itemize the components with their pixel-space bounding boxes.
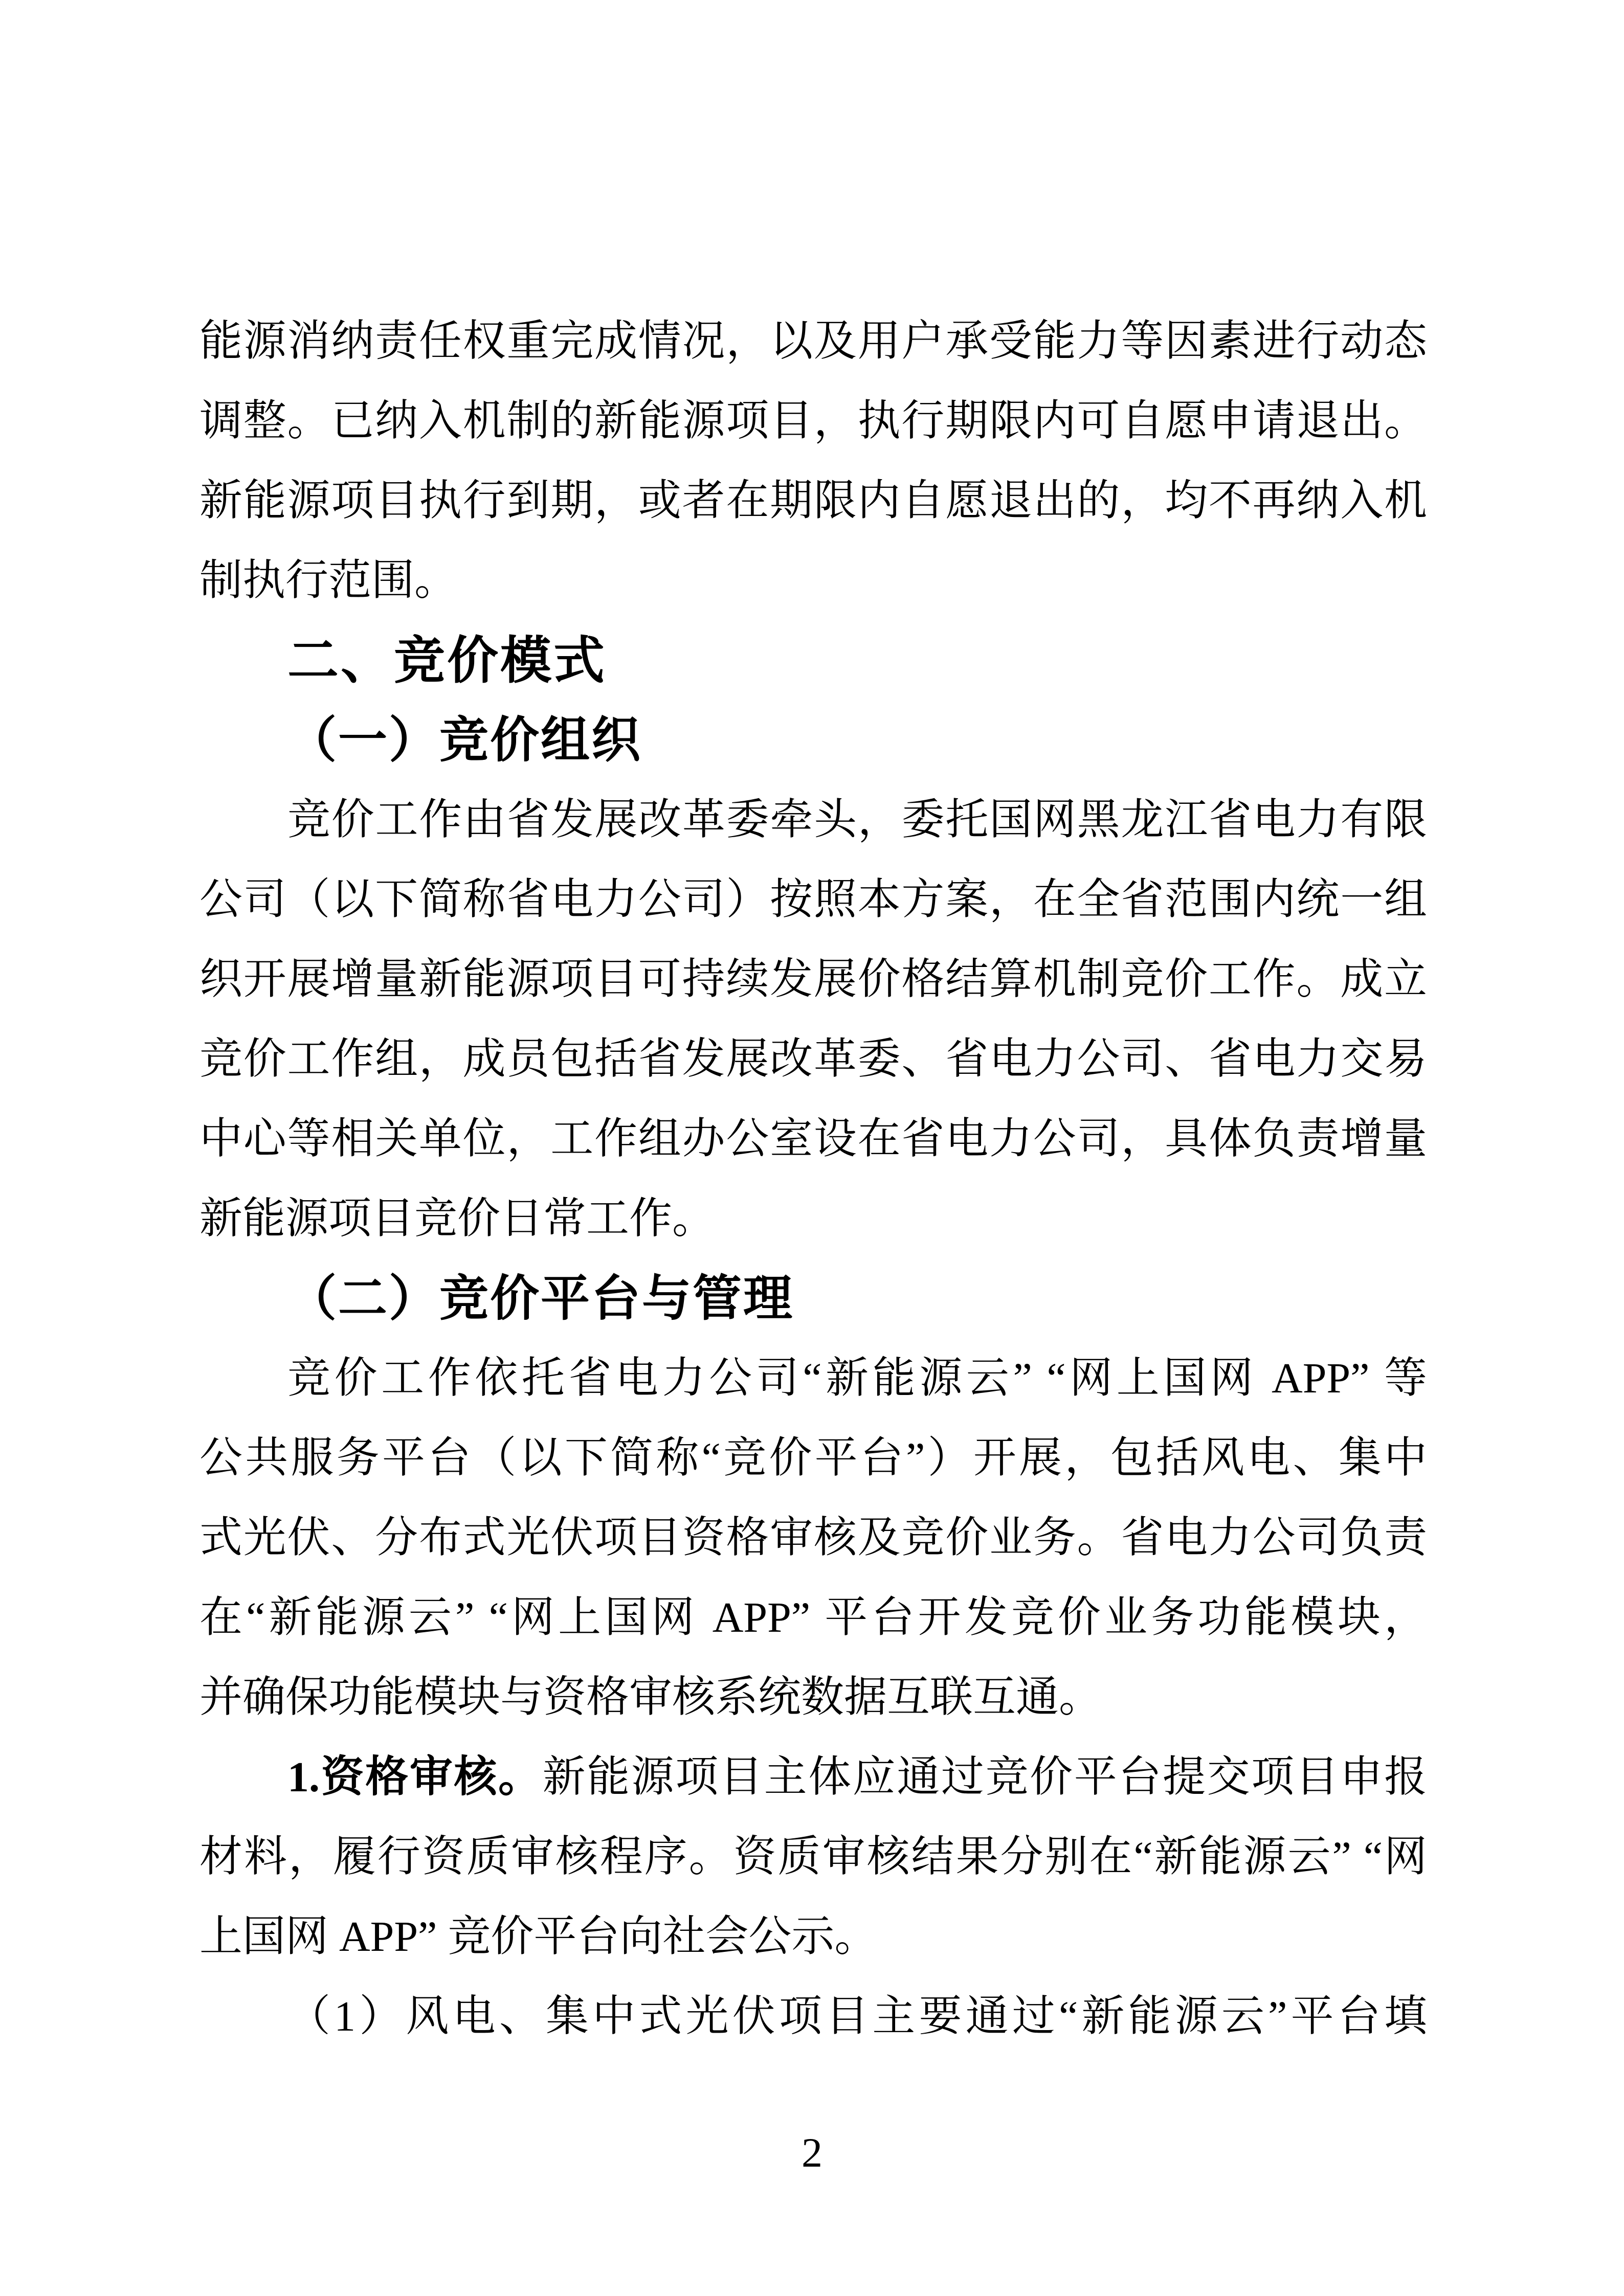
page-number: 2	[802, 2129, 822, 2176]
text-run: （一）竞价组织	[287, 713, 642, 768]
text-line	[199, 1977, 1427, 2057]
text-line	[199, 302, 1427, 381]
text-line	[199, 1419, 1427, 1498]
text-run: 在“新能源云” “网上国网 APP” 平台开发竞价业务功能模块，	[199, 1594, 1427, 1641]
text-run: 织开展增量新能源项目可持续发展价格结算机制竞价工作。成立	[199, 956, 1427, 1003]
section-heading	[199, 621, 1427, 701]
text-line	[199, 1738, 1427, 1817]
text-run: 竞价工作由省发展改革委牵头，委托国网黑龙江省电力有限	[287, 796, 1427, 844]
text-run: 新能源项目竞价日常工作。	[199, 1195, 716, 1243]
text-run: 二、竞价模式	[287, 632, 607, 689]
text-run: 新能源项目执行到期，或者在期限内自愿退出的，均不再纳入机	[199, 477, 1427, 525]
text-run: 制执行范围。	[199, 557, 458, 604]
text-line	[199, 381, 1427, 461]
text-line	[199, 940, 1427, 1020]
text-run: 新能源项目主体应通过竞价平台提交项目申报	[542, 1753, 1427, 1801]
text-line	[199, 461, 1427, 541]
text-line	[199, 1099, 1427, 1179]
subsection-heading	[199, 701, 1427, 780]
text-line	[199, 780, 1427, 860]
text-line	[199, 1179, 1427, 1259]
text-line	[199, 860, 1427, 940]
text-run: 公司（以下简称省电力公司）按照本方案，在全省范围内统一组	[199, 876, 1427, 924]
text-run: 竞价工作组，成员包括省发展改革委、省电力公司、省电力交易	[199, 1036, 1427, 1083]
text-line	[199, 1498, 1427, 1578]
text-line	[199, 1578, 1427, 1658]
text-line	[199, 1897, 1427, 1977]
text-run: 能源消纳责任权重完成情况，以及用户承受能力等因素进行动态	[199, 318, 1427, 365]
document-body	[199, 302, 1427, 2057]
text-line	[199, 1020, 1427, 1099]
subsection-heading	[199, 1259, 1427, 1339]
text-line	[199, 541, 1427, 621]
text-line	[199, 1817, 1427, 1897]
text-run: 并确保功能模块与资格审核系统数据互联互通。	[199, 1674, 1102, 1721]
text-line	[199, 1658, 1427, 1738]
text-run: 式光伏、分布式光伏项目资格审核及竞价业务。省电力公司负责	[199, 1514, 1427, 1562]
text-run: 材料，履行资质审核程序。资质审核结果分别在“新能源云” “网	[199, 1833, 1427, 1881]
bold-lead-text: 1.资格审核。	[287, 1753, 543, 1801]
text-run: 调整。已纳入机制的新能源项目，执行期限内可自愿申请退出。	[199, 397, 1427, 445]
text-run: 公共服务平台（以下简称“竞价平台”）开展，包括风电、集中	[199, 1434, 1427, 1482]
text-run: 竞价工作依托省电力公司“新能源云” “网上国网 APP” 等	[287, 1355, 1427, 1402]
text-run: （1）风电、集中式光伏项目主要通过“新能源云”平台填	[287, 1993, 1427, 2040]
text-run: 中心等相关单位，工作组办公室设在省电力公司，具体负责增量	[199, 1115, 1427, 1163]
text-run: 上国网 APP” 竞价平台向社会公示。	[199, 1913, 878, 1961]
text-run: （二）竞价平台与管理	[287, 1271, 794, 1326]
text-line	[199, 1339, 1427, 1419]
